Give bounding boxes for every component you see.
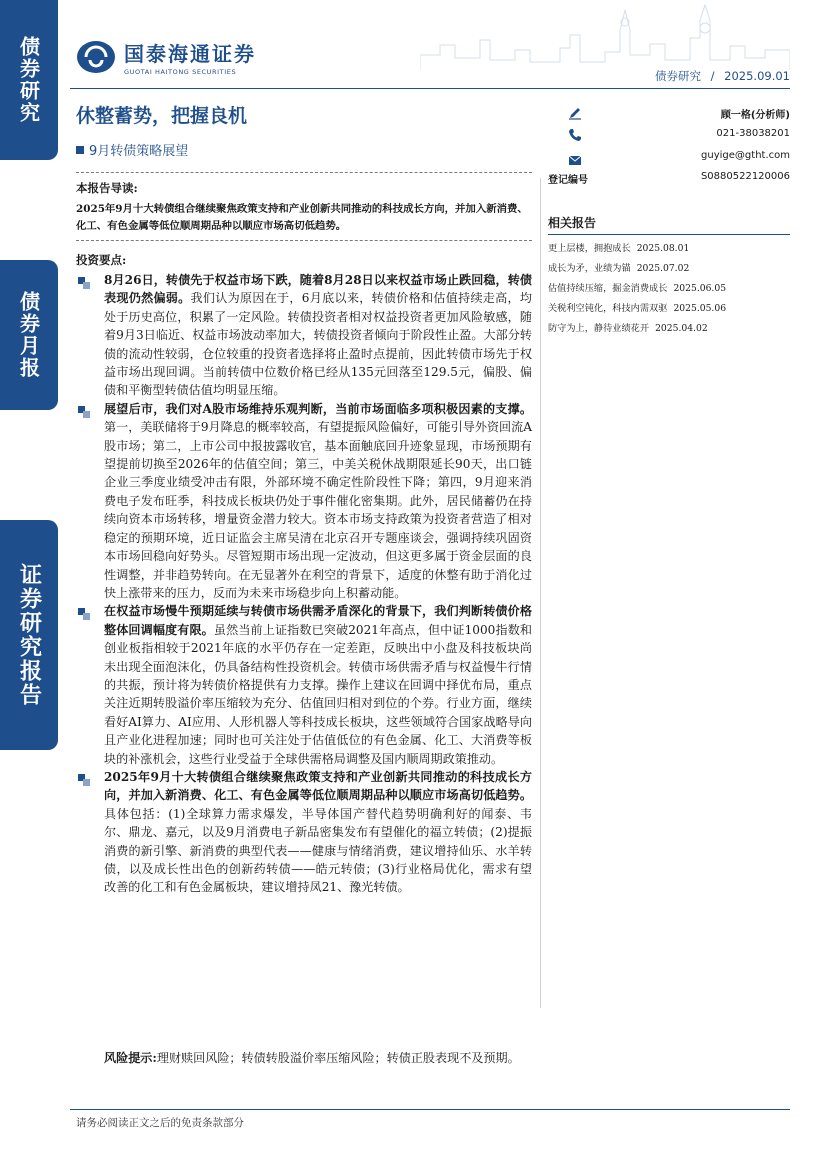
bullet-icon (78, 277, 90, 289)
sidebar-tab-securities-report: 证券研究报告 (0, 520, 58, 750)
sidebar-tab-bond-monthly: 债券月报 (0, 260, 58, 410)
report-date: 2025.09.01 (724, 69, 790, 83)
analyst-email-row (548, 147, 790, 169)
bullet-icon (78, 406, 90, 418)
analyst-name: 顾一格(分析师) (720, 110, 790, 121)
related-report-name[interactable]: 成长为矛，业绩为锚 (548, 263, 631, 274)
email-icon (568, 153, 582, 167)
company-name-cn: 国泰海通证券 (124, 42, 256, 66)
sidebar-tab-bond-research: 债券研究 (0, 0, 58, 160)
analyst-phone-row (548, 125, 790, 147)
related-reports-header (548, 212, 790, 235)
analyst-email[interactable]: guyige@gtht.com (701, 150, 790, 161)
registration-label: 登记编号 (548, 175, 588, 186)
key-point-bold: 8月26日，转债先于权益市场下跌，随着8月28日以来权益市场止跌回稳，转债表现仍然偏弱。 (104, 273, 532, 306)
report-type: 债券研究 (654, 69, 701, 83)
risk-warning (104, 1049, 532, 1067)
related-report-name[interactable]: 估值持续压缩，掘金消费成长 (548, 283, 668, 294)
key-point-text: 我们认为原因在于，6月底以来，转债价格和估值持续走高，均处于历史高位，积累了一定风险。转债投资者相对权益投资者更加风险敏感，随着9月3日临近、权益市场波动率加大，转债投资者倾向于阶段性止盈。大部分转债的流动性较弱，仓位较重的投资者选择将止盈时点提前，因此转债市场先于权益市场出现回调。当前转债中位数价格已经从135元回落至129.5元，偏股、偏债和平衡型转债估值均明显压缩。 (104, 291, 532, 398)
square-bullet-icon (76, 146, 84, 154)
guide-heading: 本报告导读: (76, 181, 138, 195)
analyst-info (548, 103, 790, 186)
key-points-list (76, 271, 532, 897)
key-point-item (76, 400, 532, 602)
risk-label: 风险提示: (104, 1051, 157, 1065)
registration-row (548, 171, 790, 186)
key-point-text: 第一，美联储将于9月降息的概率较高，有望提振风险偏好，可能引导外资回流A股市场；第二，上市公司中报披露收官，基本面触底回升迹象显现，市场预期有望提前切换至2026年的估值空间；第三，中美关税休战期限延长90天，出口链企业三季度业绩受冲击有限，外部环境不确定性阶段性下降；第四，9月迎来消费电子发布旺季，科技成长板块仍处于事件催化密集期。此外，居民储蓄仍在持续向资本市场转移，增量资金潜力较大。资本市场支持政策为投资者营造了相对稳定的预期环境，近日证监会主席吴清在北京召开专题座谈会，强调持续巩固资本市场回稳向好势头。尽管短期市场出现一定波动，但这更多属于资金层面的良性调整，并非趋势转向。在无显著外在利空的背景下，适度的休整有助于消化过快上涨带来的压力，反而为未来市场稳步向上积蓄动能。 (104, 420, 532, 600)
related-report-item[interactable] (548, 299, 790, 319)
registration-number: S0880522120006 (700, 171, 790, 182)
bullet-icon (78, 608, 90, 620)
column-divider (540, 178, 541, 1008)
dashed-divider-guide (76, 240, 532, 241)
footer-disclaimer: 请务必阅读正文之后的免责条款部分 (76, 1117, 244, 1129)
related-report-date: 2025.07.02 (636, 263, 690, 274)
analyst-phone: 021-38038201 (716, 128, 790, 139)
related-report-name[interactable]: 关税利空钝化，科技内需双驱 (548, 303, 668, 314)
subtitle-text: 9月转债策略展望 (89, 144, 189, 159)
key-point-item (76, 768, 532, 897)
key-point-bold: 2025年9月十大转债组合继续聚焦政策支持和产业创新共同推动的科技成长方向，并加入新消费、化工、有色金属等低位顺周期品种以顺应市场高切低趋势。 (104, 769, 532, 803)
related-report-name[interactable]: 更上层楼，拥抱成长 (548, 243, 631, 254)
analyst-name-row (548, 103, 790, 125)
related-report-item[interactable] (548, 319, 790, 339)
key-point-item (76, 602, 532, 768)
logo-mark-icon (76, 40, 116, 74)
left-sidebar (0, 0, 58, 1169)
report-title: 休整蓄势，把握良机 (76, 105, 248, 127)
related-report-item[interactable] (548, 239, 790, 259)
key-point-bold: 在权益市场慢牛预期延续与转债市场供需矛盾深化的背景下，我们判断转债价格整体回调幅度有限。 (104, 604, 532, 637)
related-report-item[interactable] (548, 259, 790, 279)
related-report-date: 2025.08.01 (636, 243, 690, 254)
related-report-item[interactable] (548, 279, 790, 299)
key-point-item (76, 271, 532, 400)
footer-divider (70, 1109, 790, 1110)
related-report-date: 2025.05.06 (673, 303, 727, 314)
report-subtitle (76, 140, 188, 159)
skyline-decoration (420, 0, 790, 70)
key-point-bold: 展望后市，我们对A股市场维持乐观判断，当前市场面临多项积极因素的支撑。 (104, 401, 532, 416)
risk-text: 理财赎回风险；转债转股溢价率压缩风险；转债正股表现不及预期。 (156, 1051, 520, 1065)
phone-icon (568, 128, 582, 142)
company-name-en: GUOTAI HAITONG SECURITIES (124, 68, 237, 76)
meta-separator: / (710, 69, 715, 83)
related-reports-list (548, 239, 790, 339)
related-report-name[interactable]: 防守为上，静待业绩花开 (548, 323, 650, 334)
key-point-text: 虽然当前上证指数已突破2021年高点，但中证1000指数和创业板指相较于2021年底的水平仍存在一定差距，反映出中小盘及科技板块尚未出现全面泡沫化，仍具备结构性投资机会。转债市场供需矛盾与权益慢牛行情的共振，预计将为转债价格提供有力支撑。操作上建议在回调中择优布局，重点关注近期转股溢价率压缩较为充分、估值回归相对到位的个券。行业方面，继续看好AI算力、AI应用、人形机器人等科技成长板块，这些领域符合国家战略导向且产业化进程加速；同时也可关注处于估值低位的有色金属、化工、大消费等板块的补涨机会，这些行业受益于全球供需格局调整及国内顺周期政策推动。 (104, 622, 532, 766)
bullet-icon (78, 774, 90, 786)
related-report-date: 2025.06.05 (673, 283, 727, 294)
key-point-text: 具体包括：(1)全球算力需求爆发，半导体国产替代趋势明确利好的闻泰、韦尔、鼎龙、嘉元，以及9月消费电子新品密集发布有望催化的福立转债；(2)提振消费的新引擎、新消费的典型代表——健康与情绪消费，建议增持仙乐、水羊转债，以及成长性出色的创新药转债——皓元转债；(3)行业格局优化，需求有望改善的化工和有色金属板块，建议增持凤21、豫光转债。 (104, 806, 532, 895)
related-report-date: 2025.04.02 (655, 323, 708, 334)
guide-text: 2025年9月十大转债组合继续聚焦政策支持和产业创新共同推动的科技成长方向，并加入新消费、化工、有色金属等低位顺周期品种以顺应市场高切低趋势。 (76, 203, 528, 232)
report-meta (655, 68, 790, 84)
company-logo (76, 38, 256, 76)
dashed-divider-top (76, 172, 532, 173)
key-points-heading: 投资要点: (76, 253, 127, 267)
header-divider (70, 88, 790, 89)
related-reports-title: 相关报告 (548, 216, 597, 230)
pen-icon (568, 106, 582, 120)
